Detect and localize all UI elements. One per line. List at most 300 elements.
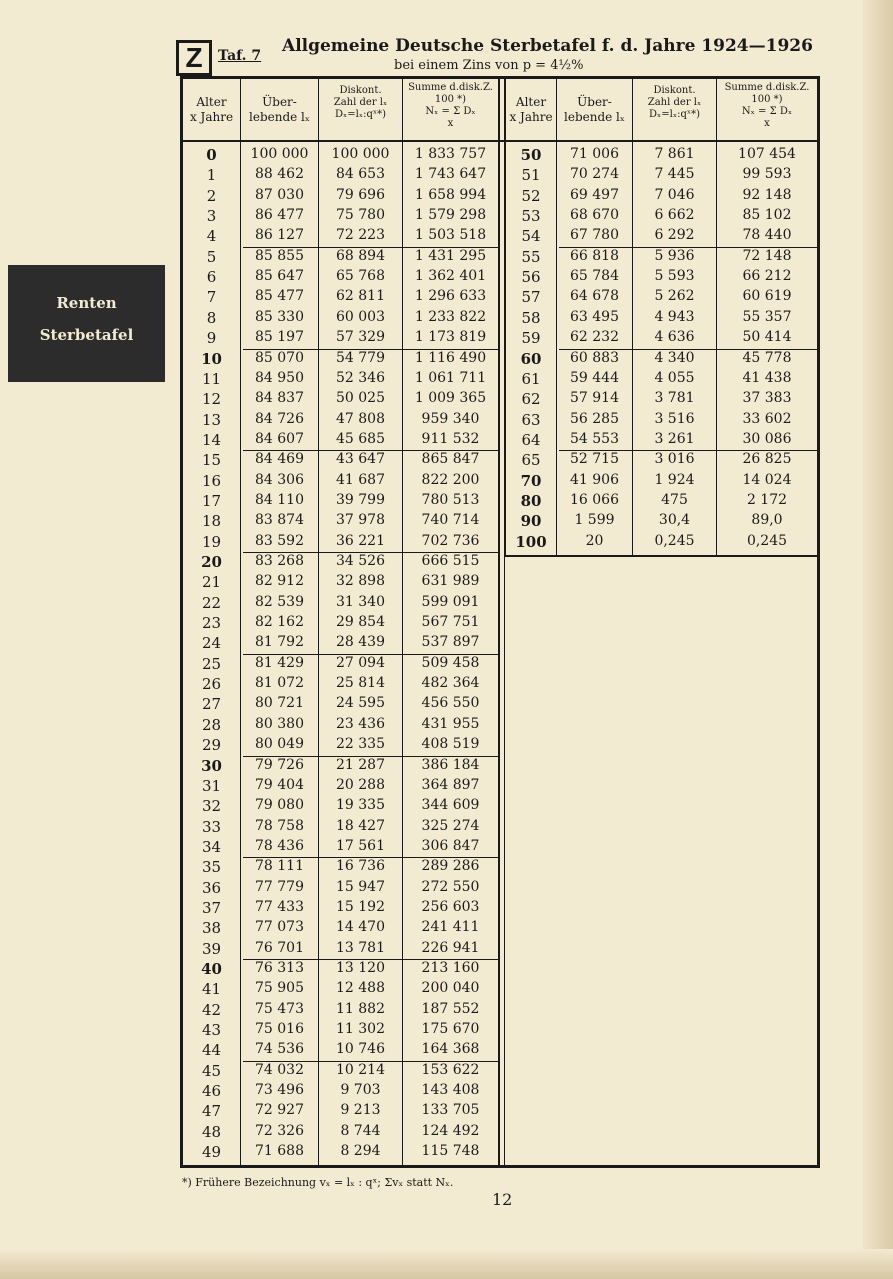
sum-cell: 175 670 — [421, 1021, 480, 1038]
sum-cell: 1 833 757 — [414, 146, 487, 162]
survivors-cell: 80 721 — [255, 695, 304, 712]
age-cell: 49 — [201, 1143, 222, 1162]
survivors-cell: 65 784 — [570, 268, 619, 285]
discount-cell: 11 882 — [336, 1000, 385, 1017]
sum-cell: 599 091 — [421, 593, 480, 610]
sum-cell: 289 286 — [421, 858, 480, 875]
age-cell: 38 — [201, 919, 222, 938]
discount-cell: 84 653 — [336, 166, 385, 183]
survivors-cell: 84 306 — [255, 471, 304, 488]
sum-cell: 1 296 633 — [414, 288, 487, 305]
column-header: Alter x Jahre — [189, 95, 234, 124]
age-cell: 90 — [520, 512, 542, 531]
page-subtitle: bei einem Zins von p = 4½% — [394, 58, 584, 73]
sum-cell: 256 603 — [421, 898, 480, 915]
column-rule — [498, 79, 500, 1165]
survivors-cell: 84 726 — [255, 410, 304, 427]
sum-cell: 1 061 711 — [414, 369, 487, 386]
survivors-cell: 78 758 — [255, 817, 304, 834]
survivors-cell: 66 818 — [570, 247, 619, 264]
sum-cell: 509 458 — [421, 654, 480, 671]
sum-cell: 364 897 — [421, 776, 480, 793]
sum-cell: 431 955 — [421, 715, 480, 732]
age-cell: 33 — [201, 817, 222, 836]
discount-cell: 13 120 — [336, 960, 385, 976]
age-cell: 63 — [521, 410, 541, 429]
column-header: Diskont. Zahl der lₓ Dₓ=lₓ:qˣ*) — [333, 85, 388, 120]
discount-cell: 36 221 — [336, 532, 385, 549]
sum-cell: 85 102 — [742, 207, 792, 224]
sum-cell: 1 233 822 — [414, 308, 487, 325]
survivors-cell: 82 162 — [255, 614, 304, 631]
age-cell: 42 — [201, 1000, 222, 1019]
survivors-cell: 85 647 — [255, 268, 304, 285]
age-cell: 47 — [201, 1102, 222, 1121]
age-cell: 44 — [201, 1041, 222, 1060]
survivors-cell: 68 670 — [570, 207, 619, 224]
sum-cell: 60 619 — [742, 288, 792, 305]
survivors-cell: 87 030 — [255, 186, 304, 203]
section-badge: Z — [176, 40, 212, 76]
survivors-cell: 76 701 — [255, 939, 304, 956]
sum-cell: 115 748 — [421, 1143, 480, 1160]
discount-cell: 52 346 — [336, 369, 385, 386]
survivors-cell: 85 197 — [255, 329, 304, 346]
sum-cell: 306 847 — [421, 837, 480, 854]
sum-cell: 153 622 — [421, 1061, 480, 1078]
age-cell: 14 — [201, 430, 222, 449]
age-cell: 21 — [201, 573, 222, 592]
age-cell: 59 — [521, 329, 541, 348]
survivors-cell: 81 072 — [255, 675, 304, 692]
sum-cell: 45 778 — [742, 349, 792, 366]
discount-cell: 9 213 — [340, 1102, 381, 1119]
sum-cell: 241 411 — [421, 919, 480, 936]
survivors-cell: 88 462 — [255, 166, 304, 183]
survivors-cell: 81 792 — [255, 634, 304, 651]
survivors-cell: 83 268 — [255, 553, 304, 569]
discount-cell: 12 488 — [336, 980, 385, 997]
discount-cell: 47 808 — [336, 410, 385, 427]
sum-cell: 99 593 — [742, 166, 792, 183]
age-cell: 23 — [201, 614, 222, 633]
column-header: Summe d.disk.Z. 100 *) Nₓ = Σ Dₓ x — [724, 82, 810, 129]
sum-cell: 567 751 — [421, 614, 480, 631]
survivors-cell: 85 070 — [255, 349, 304, 366]
age-cell: 32 — [201, 797, 222, 816]
discount-cell: 72 223 — [336, 227, 385, 244]
age-cell: 51 — [521, 166, 541, 185]
sum-cell: 740 714 — [421, 512, 480, 529]
survivors-cell: 77 433 — [255, 898, 304, 915]
age-cell: 53 — [521, 207, 541, 226]
age-cell: 11 — [201, 369, 222, 388]
survivors-cell: 67 780 — [570, 227, 619, 244]
side-tab — [8, 265, 165, 382]
notes-mask — [505, 557, 817, 1165]
survivors-cell: 77 779 — [255, 878, 304, 895]
sum-cell: 55 357 — [742, 308, 792, 325]
age-cell: 36 — [201, 878, 222, 897]
discount-cell: 3 016 — [654, 451, 695, 468]
sum-cell: 1 116 490 — [414, 349, 487, 366]
age-cell: 29 — [201, 736, 222, 755]
survivors-cell: 83 874 — [255, 512, 304, 529]
sum-cell: 226 941 — [421, 939, 480, 956]
age-cell: 41 — [201, 980, 222, 999]
survivors-cell: 84 607 — [255, 430, 304, 447]
age-cell: 4 — [206, 227, 217, 246]
survivors-cell: 69 497 — [570, 186, 619, 203]
survivors-cell: 70 274 — [570, 166, 619, 183]
survivors-cell: 82 912 — [255, 573, 304, 590]
discount-cell: 45 685 — [336, 430, 385, 447]
discount-cell: 3 781 — [654, 390, 695, 407]
sum-cell: 1 362 401 — [414, 268, 487, 285]
sum-cell: 1 009 365 — [414, 390, 487, 407]
discount-cell: 23 436 — [336, 715, 385, 732]
sum-cell: 26 825 — [742, 451, 792, 468]
discount-cell: 7 046 — [654, 186, 695, 203]
discount-cell: 27 094 — [336, 654, 385, 671]
age-cell: 65 — [521, 451, 541, 470]
age-cell: 55 — [521, 247, 541, 266]
survivors-cell: 78 436 — [255, 837, 304, 854]
sum-cell: 1 503 518 — [414, 227, 487, 244]
sum-cell: 72 148 — [742, 247, 792, 264]
age-cell: 19 — [201, 532, 222, 551]
age-cell: 57 — [521, 288, 541, 307]
discount-cell: 18 427 — [336, 817, 385, 834]
discount-cell: 21 287 — [336, 756, 385, 773]
sum-cell: 325 274 — [421, 817, 480, 834]
discount-cell: 57 329 — [336, 329, 385, 346]
survivors-cell: 71 688 — [255, 1143, 304, 1160]
discount-cell: 8 294 — [340, 1143, 381, 1160]
sum-cell: 89,0 — [751, 512, 783, 529]
sum-cell: 1 579 298 — [414, 207, 487, 224]
discount-cell: 4 055 — [654, 369, 695, 386]
sum-cell: 482 364 — [421, 675, 480, 692]
age-cell: 8 — [206, 308, 217, 327]
age-cell: 10 — [201, 349, 222, 368]
sum-cell: 408 519 — [421, 736, 480, 753]
discount-cell: 25 814 — [336, 675, 385, 692]
discount-cell: 5 593 — [654, 268, 695, 285]
survivors-cell: 78 111 — [255, 858, 304, 875]
discount-cell: 79 696 — [336, 186, 385, 203]
age-cell: 58 — [521, 308, 541, 327]
age-cell: 35 — [201, 858, 222, 877]
age-cell: 1 — [206, 166, 217, 185]
discount-cell: 39 799 — [336, 491, 385, 508]
age-cell: 62 — [521, 390, 541, 409]
sum-cell: 124 492 — [421, 1122, 480, 1139]
survivors-cell: 64 678 — [570, 288, 619, 305]
age-cell: 28 — [201, 715, 222, 734]
survivors-cell: 83 592 — [255, 532, 304, 549]
survivors-cell: 84 837 — [255, 390, 304, 407]
discount-cell: 22 335 — [336, 736, 385, 753]
sum-cell: 666 515 — [421, 553, 480, 569]
age-cell: 39 — [201, 939, 222, 958]
column-header: Über- lebende lₓ — [564, 95, 625, 124]
age-cell: 12 — [201, 390, 222, 409]
age-cell: 100 — [515, 532, 547, 551]
sum-cell: 1 658 994 — [414, 186, 487, 203]
discount-cell: 7 445 — [654, 166, 695, 183]
age-cell: 40 — [201, 960, 222, 978]
survivors-cell: 75 473 — [255, 1000, 304, 1017]
age-cell: 3 — [206, 207, 217, 226]
sum-cell: 344 609 — [421, 797, 480, 814]
sum-cell: 631 989 — [421, 573, 480, 590]
age-cell: 7 — [206, 288, 217, 307]
sum-cell: 702 736 — [421, 532, 480, 549]
survivors-cell: 52 715 — [570, 451, 619, 468]
sum-cell: 187 552 — [421, 1000, 480, 1017]
discount-cell: 6 292 — [654, 227, 695, 244]
age-cell: 5 — [206, 247, 217, 266]
sum-cell: 537 897 — [421, 634, 480, 651]
discount-cell: 7 861 — [654, 146, 695, 162]
sum-cell: 456 550 — [421, 695, 480, 712]
age-cell: 24 — [201, 634, 222, 653]
age-cell: 46 — [201, 1082, 222, 1101]
survivors-cell: 74 032 — [255, 1061, 304, 1078]
age-cell: 13 — [201, 410, 222, 429]
age-cell: 61 — [521, 369, 541, 388]
age-cell: 18 — [201, 512, 222, 531]
age-cell: 30 — [201, 756, 222, 775]
age-cell: 80 — [520, 491, 542, 510]
discount-cell: 9 703 — [340, 1082, 381, 1099]
discount-cell: 62 811 — [336, 288, 385, 305]
discount-cell: 29 854 — [336, 614, 385, 631]
discount-cell: 10 746 — [336, 1041, 385, 1058]
side-tab-line1: Renten — [56, 294, 117, 312]
survivors-cell: 72 326 — [255, 1122, 304, 1139]
sum-cell: 911 532 — [421, 430, 480, 447]
age-cell: 15 — [201, 451, 222, 470]
sum-cell: 30 086 — [742, 430, 792, 447]
sum-cell: 37 383 — [742, 390, 792, 407]
age-cell: 70 — [520, 471, 542, 490]
sum-cell: 107 454 — [738, 146, 796, 162]
discount-cell: 54 779 — [336, 349, 385, 366]
discount-cell: 37 978 — [336, 512, 385, 529]
sum-cell: 78 440 — [742, 227, 792, 244]
survivors-cell: 75 016 — [255, 1021, 304, 1038]
discount-cell: 5 936 — [654, 247, 695, 264]
sum-cell: 2 172 — [746, 491, 788, 508]
column-header: Über- lebende lₓ — [249, 95, 310, 124]
survivors-cell: 72 927 — [255, 1102, 304, 1119]
sum-cell: 143 408 — [421, 1082, 480, 1099]
discount-cell: 475 — [661, 491, 688, 508]
survivors-cell: 86 127 — [255, 227, 304, 244]
discount-cell: 11 302 — [336, 1021, 385, 1038]
age-cell: 52 — [521, 186, 541, 205]
age-cell: 25 — [201, 654, 222, 673]
sum-cell: 66 212 — [742, 268, 792, 285]
survivors-cell: 60 883 — [570, 349, 619, 366]
column-header: Diskont. Zahl der lₓ Dₓ=lₓ:qˣ*) — [647, 85, 702, 120]
discount-cell: 30,4 — [658, 512, 691, 529]
survivors-cell: 20 — [585, 532, 604, 549]
discount-cell: 19 335 — [336, 797, 385, 814]
sum-cell: 41 438 — [742, 369, 792, 386]
discount-cell: 100 000 — [331, 146, 390, 162]
discount-cell: 8 744 — [340, 1122, 381, 1139]
page-edge — [0, 1249, 893, 1279]
age-cell: 2 — [206, 186, 217, 205]
survivors-cell: 80 380 — [255, 715, 304, 732]
age-cell: 26 — [201, 675, 222, 694]
survivors-cell: 56 285 — [570, 410, 619, 427]
sum-cell: 1 431 295 — [414, 247, 487, 264]
survivors-cell: 16 066 — [570, 491, 619, 508]
survivors-cell: 79 726 — [255, 756, 304, 773]
discount-cell: 34 526 — [336, 553, 385, 569]
discount-cell: 3 516 — [654, 410, 695, 427]
discount-cell: 41 687 — [336, 471, 385, 488]
discount-cell: 32 898 — [336, 573, 385, 590]
book-spine — [863, 0, 893, 1279]
sum-cell: 14 024 — [742, 471, 792, 488]
discount-cell: 0,245 — [654, 532, 695, 549]
age-cell: 27 — [201, 695, 222, 714]
discount-cell: 17 561 — [336, 837, 385, 854]
sum-cell: 200 040 — [421, 980, 480, 997]
discount-cell: 16 736 — [336, 858, 385, 875]
survivors-cell: 86 477 — [255, 207, 304, 224]
survivors-cell: 63 495 — [570, 308, 619, 325]
discount-cell: 65 768 — [336, 268, 385, 285]
column-header: Summe d.disk.Z. 100 *) Nₓ = Σ Dₓ x — [408, 82, 493, 129]
discount-cell: 31 340 — [336, 593, 385, 610]
age-cell: 16 — [201, 471, 222, 490]
survivors-cell: 62 232 — [570, 329, 619, 346]
discount-cell: 24 595 — [336, 695, 385, 712]
survivors-cell: 74 536 — [255, 1041, 304, 1058]
age-cell: 22 — [201, 593, 222, 612]
discount-cell: 28 439 — [336, 634, 385, 651]
discount-cell: 1 924 — [654, 471, 695, 488]
side-tab-line2: Sterbetafel — [39, 326, 134, 344]
sum-cell: 92 148 — [742, 186, 792, 203]
survivors-cell: 85 330 — [255, 308, 304, 325]
discount-cell: 3 261 — [654, 430, 695, 447]
survivors-cell: 84 469 — [255, 451, 304, 468]
age-cell: 17 — [201, 491, 222, 510]
discount-cell: 50 025 — [336, 390, 385, 407]
age-cell: 43 — [201, 1021, 222, 1040]
age-cell: 45 — [201, 1061, 222, 1080]
age-cell: 37 — [201, 898, 222, 917]
header-rule — [183, 140, 817, 142]
survivors-cell: 84 110 — [255, 491, 304, 508]
age-cell: 54 — [521, 227, 541, 246]
sum-cell: 133 705 — [421, 1102, 480, 1119]
discount-cell: 14 470 — [336, 919, 385, 936]
discount-cell: 15 192 — [336, 898, 385, 915]
discount-cell: 68 894 — [336, 247, 385, 264]
discount-cell: 4 636 — [654, 329, 695, 346]
survivors-cell: 81 429 — [255, 654, 304, 671]
age-cell: 9 — [206, 329, 217, 348]
survivors-cell: 80 049 — [255, 736, 304, 753]
survivors-cell: 77 073 — [255, 919, 304, 936]
sum-cell: 164 368 — [421, 1041, 480, 1058]
age-cell: 50 — [520, 146, 542, 164]
discount-cell: 4 340 — [654, 349, 695, 366]
sum-cell: 1 173 819 — [414, 329, 487, 346]
table-number: Taf. 7 — [218, 48, 262, 64]
page-number: 12 — [492, 1190, 513, 1209]
discount-cell: 20 288 — [336, 776, 385, 793]
survivors-cell: 71 006 — [570, 146, 619, 162]
survivors-cell: 79 404 — [255, 776, 304, 793]
survivors-cell: 79 080 — [255, 797, 304, 814]
discount-cell: 4 943 — [654, 308, 695, 325]
sum-cell: 213 160 — [421, 960, 480, 976]
sum-cell: 0,245 — [746, 532, 788, 549]
survivors-cell: 57 914 — [570, 390, 619, 407]
age-cell: 20 — [201, 553, 222, 571]
survivors-cell: 59 444 — [570, 369, 619, 386]
sum-cell: 50 414 — [742, 329, 792, 346]
column-header: Alter x Jahre — [509, 95, 553, 124]
age-cell: 0 — [206, 146, 217, 164]
survivors-cell: 76 313 — [255, 960, 304, 976]
sum-cell: 386 184 — [421, 756, 480, 773]
sum-cell: 33 602 — [742, 410, 792, 427]
sum-cell: 959 340 — [421, 410, 480, 427]
discount-cell: 60 003 — [336, 308, 385, 325]
sum-cell: 780 513 — [421, 491, 480, 508]
age-cell: 6 — [206, 268, 217, 287]
discount-cell: 43 647 — [336, 451, 385, 468]
age-cell: 34 — [201, 837, 222, 856]
sum-cell: 272 550 — [421, 878, 480, 895]
discount-cell: 13 781 — [336, 939, 385, 956]
survivors-cell: 82 539 — [255, 593, 304, 610]
survivors-cell: 100 000 — [250, 146, 309, 162]
sum-cell: 1 743 647 — [414, 166, 487, 183]
page-title: Allgemeine Deutsche Sterbetafel f. d. Jahre 1924—1926 — [282, 36, 813, 56]
age-cell: 64 — [521, 430, 541, 449]
sum-cell: 865 847 — [421, 451, 480, 468]
age-cell: 48 — [201, 1122, 222, 1141]
survivors-cell: 85 477 — [255, 288, 304, 305]
discount-cell: 10 214 — [336, 1061, 385, 1078]
survivors-cell: 75 905 — [255, 980, 304, 997]
survivors-cell: 1 599 — [574, 512, 615, 529]
age-cell: 60 — [520, 349, 542, 368]
survivors-cell: 54 553 — [570, 430, 619, 447]
discount-cell: 5 262 — [654, 288, 695, 305]
survivors-cell: 73 496 — [255, 1082, 304, 1099]
footnote: *) Frühere Bezeichnung vₓ = lₓ : qˣ; Σvₓ statt Nₓ. — [182, 1176, 454, 1189]
survivors-cell: 84 950 — [255, 369, 304, 386]
discount-cell: 6 662 — [654, 207, 695, 224]
discount-cell: 15 947 — [336, 878, 385, 895]
sum-cell: 822 200 — [421, 471, 480, 488]
age-cell: 31 — [201, 776, 222, 795]
discount-cell: 75 780 — [336, 207, 385, 224]
survivors-cell: 41 906 — [570, 471, 619, 488]
